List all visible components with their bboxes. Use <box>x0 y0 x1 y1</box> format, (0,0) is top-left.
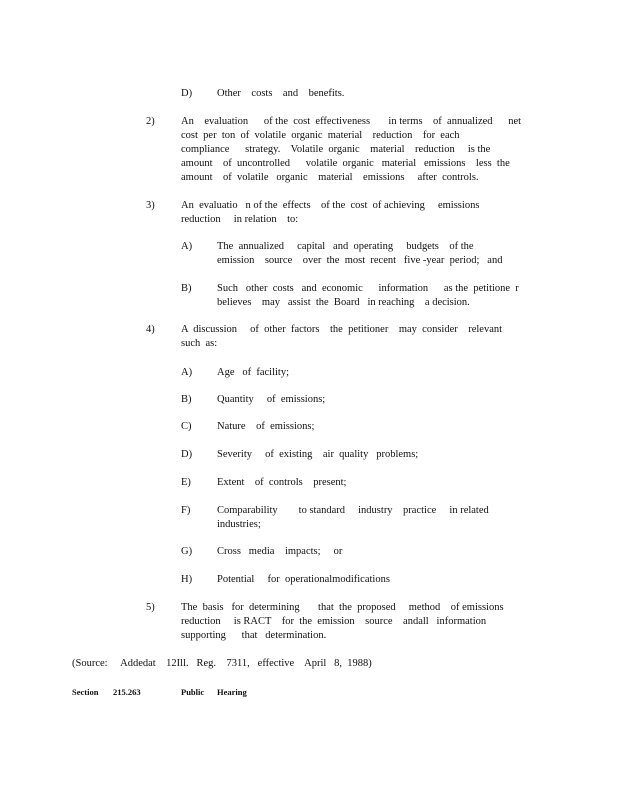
item-4f-line-1: Comparability to standard industry practice in related <box>217 505 489 516</box>
item-4c-text: Nature of emissions; <box>217 421 315 432</box>
item-4f-line-2: industries; <box>217 519 261 530</box>
item-2-line-2: cost per ton of volatile organic material reduction for each <box>181 130 460 141</box>
item-2-line-1: An evaluation of the cost effectiveness in terms of annualized net <box>181 116 522 127</box>
item-4d-text: Severity of existing air quality problems; <box>217 449 419 460</box>
item-4b-label: B) <box>181 394 192 405</box>
item-4h-label: H) <box>181 574 193 585</box>
item-4d-label: D) <box>181 449 193 460</box>
item-3b-line-1: Such other costs and economic information as the petitione r <box>217 283 519 294</box>
item-5-label: 5) <box>146 602 155 613</box>
item-5-line-3: supporting that determination. <box>181 630 327 641</box>
item-3a-label: A) <box>181 241 193 252</box>
item-4-label: 4) <box>146 324 155 335</box>
source-note: (Source: Addedat 12Ill. Reg. 7311, effective April 8, 1988) <box>72 658 372 669</box>
section-number-label: Section <box>72 687 99 697</box>
item-3b-label: B) <box>181 283 192 294</box>
item-4-line-1: A discussion of other factors the petitioner may consider relevant <box>181 324 503 335</box>
item-4g-text: Cross media impacts; or <box>217 546 343 557</box>
item-4e-label: E) <box>181 477 191 488</box>
item-3a-line-2: emission source over the most recent five -year period; and <box>217 255 503 266</box>
section-title-word-1: Public <box>181 687 205 697</box>
item-4h-text: Potential for operationalmodifications <box>217 574 390 585</box>
item-4a-text: Age of facility; <box>217 367 290 378</box>
item-3a-line-1: The annualized capital and operating budgets of the <box>217 241 474 252</box>
item-1d-label: D) <box>181 88 193 99</box>
item-3-line-1: An evaluatio n of the effects of the cost of achieving emissions <box>181 200 480 211</box>
item-4f-label: F) <box>181 505 191 516</box>
item-4c-label: C) <box>181 421 192 432</box>
item-4b-text: Quantity of emissions; <box>217 394 326 405</box>
item-2-line-3: compliance strategy. Volatile organic material reduction is the <box>181 144 491 155</box>
item-3-line-2: reduction in relation to: <box>181 214 299 225</box>
item-3-label: 3) <box>146 200 155 211</box>
item-5-line-2: reduction is RACT for the emission source andall information <box>181 616 487 627</box>
item-2-label: 2) <box>146 116 155 127</box>
item-1d-text: Other costs and benefits. <box>217 88 345 99</box>
item-2-line-4: amount of uncontrolled volatile organic material emissions less the <box>181 158 510 169</box>
item-4-line-2: such as: <box>181 338 218 349</box>
item-4g-label: G) <box>181 546 193 557</box>
item-4a-label: A) <box>181 367 193 378</box>
section-title-word-2: Hearing <box>217 687 247 697</box>
item-5-line-1: The basis for determining that the proposed method of emissions <box>181 602 504 613</box>
section-id: 215.263 <box>113 687 141 697</box>
item-3b-line-2: believes may assist the Board in reaching a decision. <box>217 297 470 308</box>
item-4e-text: Extent of controls present; <box>217 477 347 488</box>
item-2-line-5: amount of volatile organic material emissions after controls. <box>181 172 479 183</box>
